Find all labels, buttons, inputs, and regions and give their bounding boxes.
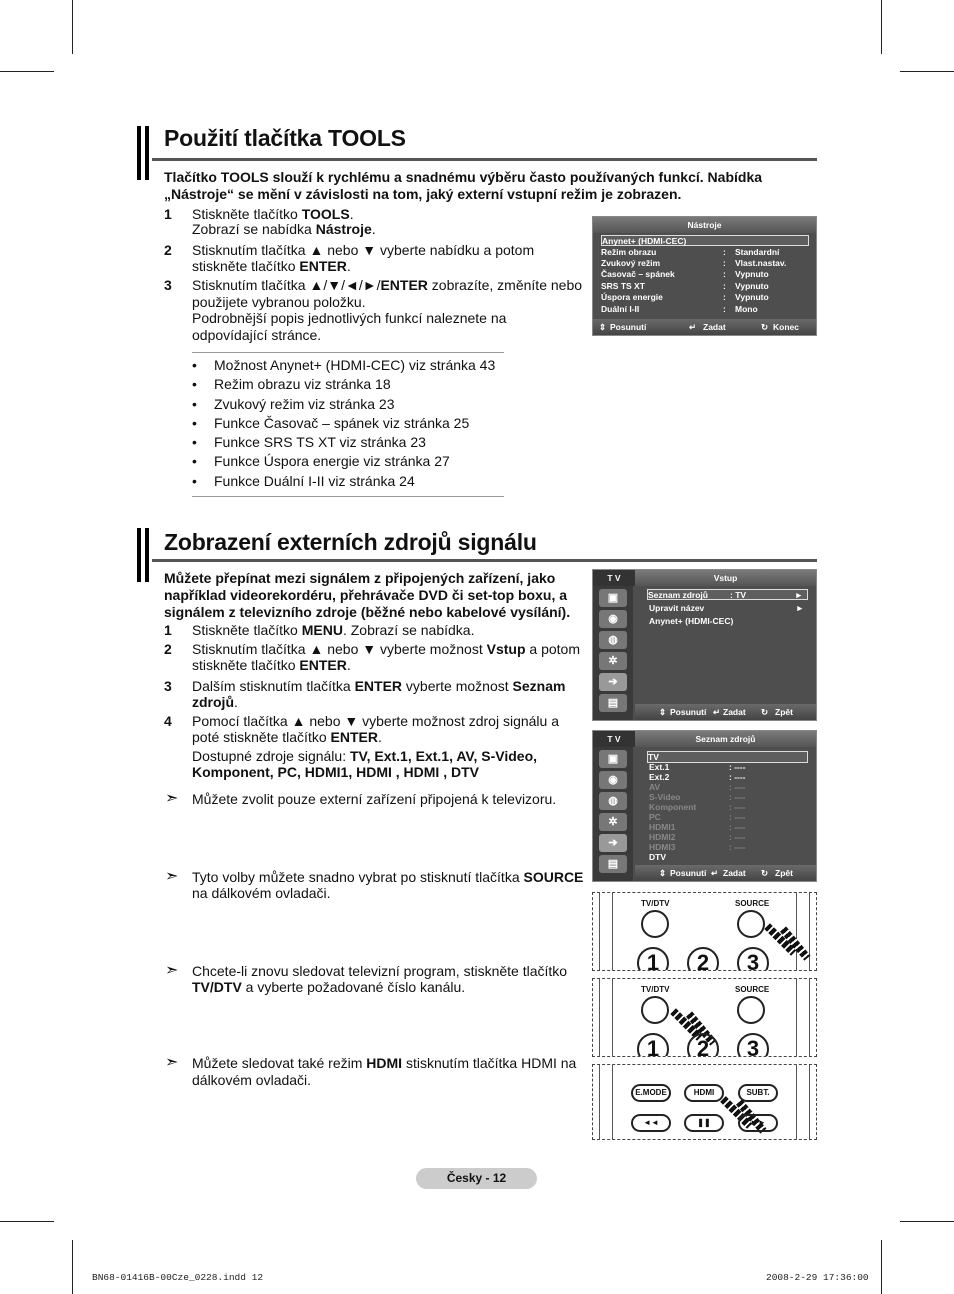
remote-hdmi-illustration [592, 1064, 817, 1140]
source-button[interactable] [737, 910, 765, 938]
updown-icon: ⇕ [659, 707, 667, 717]
step-text: Pomocí tlačítka ▲ nebo ▼ vyberte možnost zdroj signálu a [192, 713, 559, 729]
note-arrow-icon: ➣ [165, 790, 179, 807]
divider [192, 352, 504, 353]
crop-mark [881, 0, 882, 54]
crop-mark [900, 1221, 954, 1222]
crop-mark [72, 1240, 73, 1294]
section-title-sources: Zobrazení externích zdrojů signálu [164, 529, 537, 555]
step-number: 4 [164, 713, 172, 729]
menu-title: Vstup [635, 570, 816, 586]
step-text: odpovídající stránce. [192, 327, 322, 343]
source-row: HDMI1 : ---- [649, 822, 746, 832]
step-text: Stisknutím tlačítka ▲/▼/◄/►/ENTER zobrazíte, změníte nebo [192, 277, 583, 293]
crop-mark [0, 1221, 54, 1222]
tvdtv-label: TV/DTV [641, 985, 670, 994]
updown-icon: ⇕ [599, 322, 607, 332]
channel-icon: ◍ [599, 631, 627, 649]
note-arrow-icon: ➣ [165, 1054, 179, 1071]
tvdtv-button[interactable] [641, 910, 669, 938]
step-text: zdrojů. [192, 694, 238, 710]
note-text: dálkovém ovladači. [192, 1072, 312, 1088]
note-arrow-icon: ➣ [165, 868, 179, 885]
sound-icon: ◉ [599, 610, 627, 628]
step-number: 3 [164, 277, 172, 293]
digit-1-button[interactable]: 1 [637, 947, 669, 971]
digit-2-button[interactable]: 2 [687, 1033, 719, 1057]
pause-button[interactable]: ❚❚ [684, 1114, 724, 1132]
digit-3-button[interactable]: 3 [737, 947, 769, 971]
sources-text: Dostupné zdroje signálu: TV, Ext.1, Ext.1, AV, S-Video, [192, 748, 538, 764]
menu-title: Seznam zdrojů [635, 731, 816, 747]
tvdtv-label: TV/DTV [641, 899, 670, 908]
sources-text: Komponent, PC, HDMI1, HDMI , HDMI , DTV [192, 764, 479, 780]
input-icon: ➔ [599, 834, 627, 852]
tv-label: T V [593, 570, 635, 586]
step-text: Stiskněte tlačítko TOOLS. [192, 206, 354, 222]
picture-icon: ▣ [599, 589, 627, 607]
return-icon: ↻ [761, 322, 769, 332]
rewind-button[interactable]: ◄◄ [631, 1114, 671, 1132]
note-text: Můžete sledovat také režim HDMI stisknutím tlačítka HDMI na [192, 1055, 577, 1071]
list-item: • Funkce Časovač – spánek viz stránka 25 [192, 414, 495, 433]
tools-menu-screen [592, 216, 817, 336]
step-text: stiskněte tlačítko ENTER. [192, 657, 351, 673]
source-row: Ext.2 : ---- [649, 772, 746, 782]
step-text: Stisknutím tlačítka ▲ nebo ▼ vyberte možnost Vstup a potom [192, 641, 580, 657]
application-icon: ▤ [599, 694, 627, 712]
remote-source-illustration [592, 892, 817, 971]
section-bar [137, 126, 141, 180]
source-row: DTV [649, 852, 666, 862]
step-number: 1 [164, 622, 172, 638]
remote-edge [796, 1065, 810, 1139]
enter-icon: ↵ [689, 322, 697, 332]
application-icon: ▤ [599, 855, 627, 873]
menu-row: Časovač – spánek : Vypnuto [601, 269, 769, 279]
list-item: • Možnost Anynet+ (HDMI-CEC) viz stránka 43 [192, 356, 495, 375]
indd-filename: BN68-01416B-00Cze_0228.indd 12 [92, 1272, 264, 1283]
source-row: HDMI3 : ---- [649, 842, 746, 852]
list-item: • Funkce SRS TS XT viz stránka 23 [192, 433, 495, 452]
digit-1-button[interactable]: 1 [637, 1033, 669, 1057]
source-row: Ext.1 : ---- [649, 762, 746, 772]
menu-sidebar [593, 747, 633, 881]
digit-2-button[interactable]: 2 [687, 947, 719, 971]
source-row: PC : ---- [649, 812, 746, 822]
step-text: Zobrazí se nabídka Nástroje. [192, 221, 376, 237]
step-text: použijete vybranou položku. [192, 294, 366, 310]
step-text: Stiskněte tlačítko MENU. Zobrazí se nabídka. [192, 622, 475, 638]
step-number: 2 [164, 641, 172, 657]
indd-timestamp: 2008-2-29 17:36:00 [766, 1272, 869, 1283]
menu-sidebar [593, 586, 633, 720]
source-button[interactable] [737, 996, 765, 1024]
menu-row: SRS TS XT : Vypnuto [601, 281, 769, 291]
enter-icon: ↵ [711, 868, 719, 878]
fast-forward-button[interactable]: ►► [738, 1114, 778, 1132]
note-text: Tyto volby můžete snadno vybrat po stisknutí tlačítka SOURCE [192, 869, 584, 885]
menu-title: Nástroje [593, 217, 816, 233]
bullet-list [192, 356, 495, 491]
tvdtv-button[interactable] [641, 996, 669, 1024]
step-text: Dalším stisknutím tlačítka ENTER vyberte možnost Seznam [192, 678, 566, 694]
crop-mark [900, 71, 954, 72]
step-number: 2 [164, 242, 172, 258]
section-title-tools: Použití tlačítka TOOLS [164, 125, 406, 151]
menu-row: Seznam zdrojů : TV ► [647, 589, 808, 600]
step-text: Stisknutím tlačítka ▲ nebo ▼ vyberte nabídku a potom [192, 242, 535, 258]
note-text: na dálkovém ovladači. [192, 885, 331, 901]
emode-button[interactable]: E.MODE [631, 1084, 671, 1102]
note-text: TV/DTV a vyberte požadované číslo kanálu. [192, 979, 466, 995]
step-text: poté stiskněte tlačítko ENTER. [192, 729, 382, 745]
menu-footer: ⇕ Posunutí ↵ Zadat ↻ Konec [593, 319, 816, 335]
source-row: S-Video : ---- [649, 792, 746, 802]
remote-edge [599, 893, 613, 970]
crop-mark [881, 1240, 882, 1294]
remote-edge [599, 1065, 613, 1139]
picture-icon: ▣ [599, 750, 627, 768]
hdmi-button[interactable]: HDMI [684, 1084, 724, 1102]
section-rule [152, 559, 817, 562]
menu-row: Anynet+ (HDMI-CEC) [649, 616, 734, 626]
source-row: TV [647, 751, 808, 763]
section-bar [137, 528, 141, 582]
source-row: Komponent : ---- [649, 802, 746, 812]
step-text: Podrobnější popis jednotlivých funkcí naleznete na [192, 310, 507, 326]
list-item: • Funkce Úspora energie viz stránka 27 [192, 452, 495, 471]
updown-icon: ⇕ [659, 868, 667, 878]
source-row: HDMI2 : ---- [649, 832, 746, 842]
return-icon: ↻ [761, 707, 769, 717]
digit-3-button[interactable]: 3 [737, 1033, 769, 1057]
channel-icon: ◍ [599, 792, 627, 810]
section-rule [152, 158, 817, 161]
crop-mark [72, 0, 73, 54]
section-bar [145, 528, 149, 582]
source-label: SOURCE [735, 985, 770, 994]
step-number: 1 [164, 206, 172, 222]
note-arrow-icon: ➣ [165, 962, 179, 979]
source-row: AV : ---- [649, 782, 746, 792]
list-item: • Funkce Duální I-II viz stránka 24 [192, 472, 495, 491]
source-label: SOURCE [735, 899, 770, 908]
remote-tvdtv-illustration [592, 978, 817, 1057]
remote-edge [796, 979, 810, 1056]
menu-footer: ⇕ Posunutí ↵ Zadat ↻ Zpět [635, 865, 816, 881]
setup-icon: ✲ [599, 813, 627, 831]
setup-icon: ✲ [599, 652, 627, 670]
section-bar [145, 126, 149, 180]
input-menu-screen [592, 569, 817, 721]
list-item: • Zvukový režim viz stránka 23 [192, 395, 495, 414]
menu-row: Zvukový režim : Vlast.nastav. [601, 258, 787, 268]
remote-edge [599, 979, 613, 1056]
menu-row: Upravit název ► [649, 603, 804, 613]
step-number: 3 [164, 678, 172, 694]
step-text: stiskněte tlačítko ENTER. [192, 258, 351, 274]
intro-tools: Tlačítko TOOLS slouží k rychlému a snadnému výběru často používaných funkcí. Nabídka „Nástroje“ se mění v závislosti na tom, jaký externí vstupní režim je zobrazen. [164, 169, 763, 202]
tv-label: T V [593, 731, 635, 747]
input-icon: ➔ [599, 673, 627, 691]
menu-row: Anynet+ (HDMI-CEC) [601, 235, 809, 246]
source-list-screen [592, 730, 817, 882]
crop-mark [0, 71, 54, 72]
list-item: • Režim obrazu viz stránka 18 [192, 375, 495, 394]
menu-row: Duální I-II : Mono [601, 304, 758, 314]
return-icon: ↻ [761, 868, 769, 878]
menu-row: Úspora energie : Vypnuto [601, 292, 769, 302]
subt-button[interactable]: SUBT. [738, 1084, 778, 1102]
menu-row: Režim obrazu : Standardní [601, 247, 780, 257]
page-number: Česky - 12 [416, 1168, 537, 1189]
enter-icon: ↵ [713, 707, 721, 717]
note-text: Můžete zvolit pouze externí zařízení připojená k televizoru. [192, 791, 557, 807]
divider [192, 496, 504, 497]
intro-sources: Můžete přepínat mezi signálem z připojených zařízení, jako například videorekordéru, přehrávače DVD či set-top boxu, a signálem z televizního zdroje (běžné nebo kabelové vysílání). [164, 570, 571, 620]
note-text: Chcete-li znovu sledovat televizní program, stiskněte tlačítko [192, 963, 568, 979]
sound-icon: ◉ [599, 771, 627, 789]
menu-footer: ⇕ Posunutí ↵ Zadat ↻ Zpět [635, 704, 816, 720]
